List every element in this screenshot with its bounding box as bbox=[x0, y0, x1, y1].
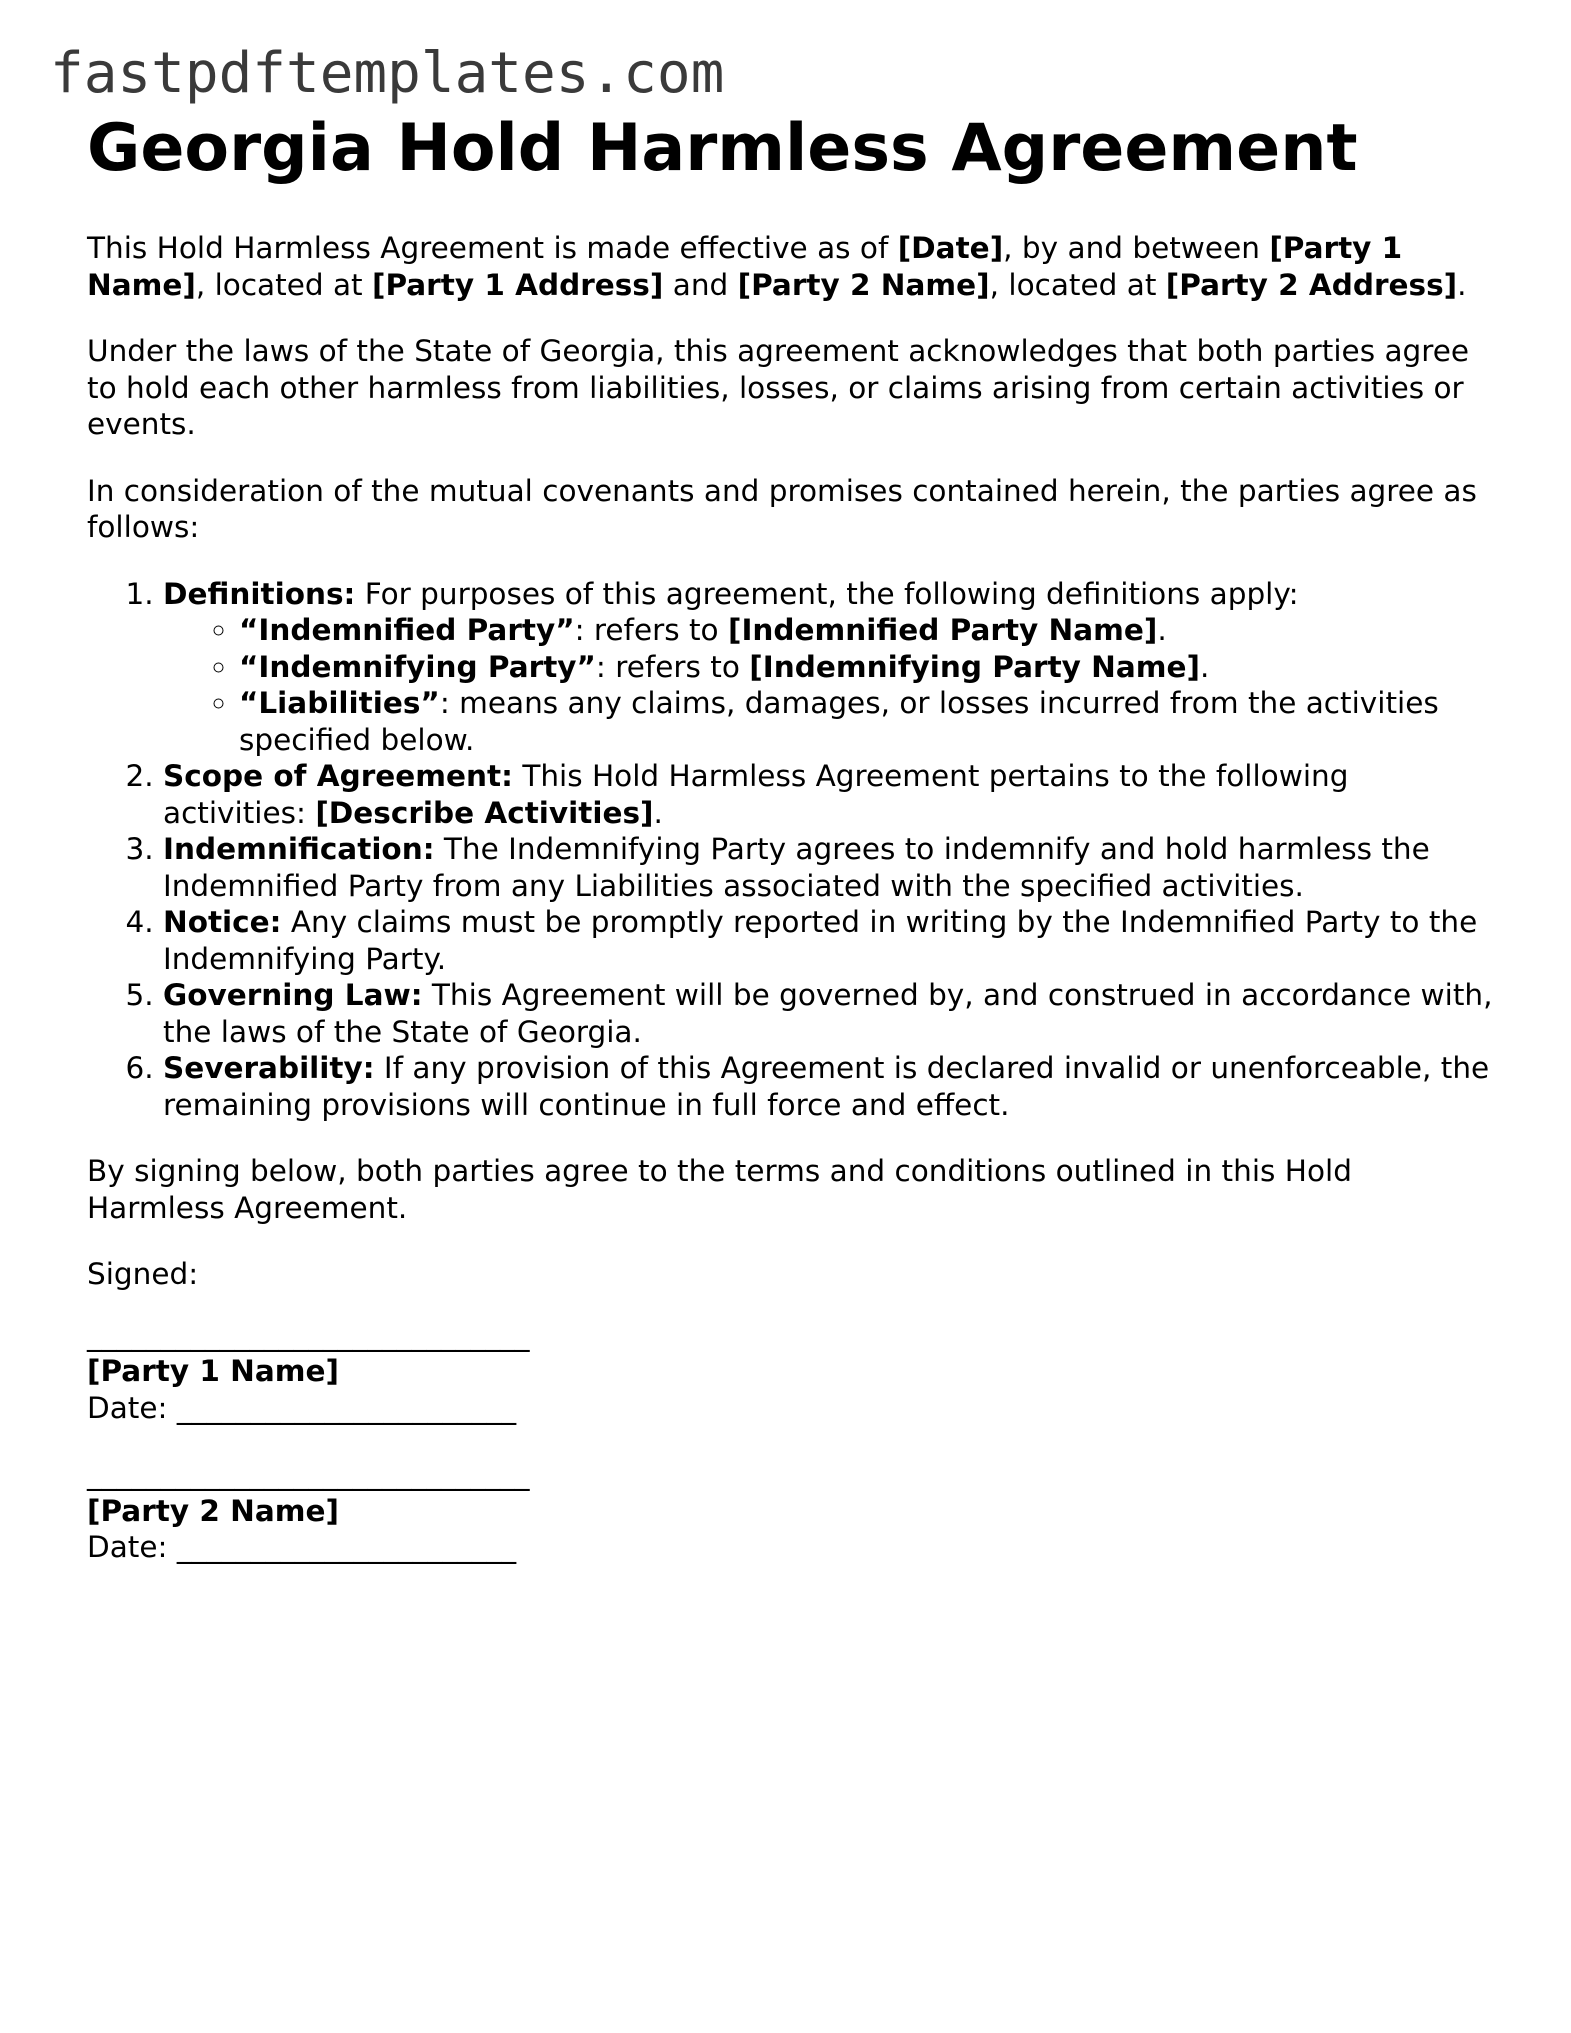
placeholder-party2-address: [Party 2 Address] bbox=[1165, 267, 1458, 302]
clause-heading: Notice: bbox=[163, 905, 282, 939]
document-title: Georgia Hold Harmless Agreement bbox=[87, 111, 1358, 186]
clause-heading: Definitions: bbox=[163, 576, 356, 611]
intro-text-1: This Hold Harmless Agreement is made effective as of bbox=[87, 231, 898, 265]
clause-text: This Hold Harmless Agreement pertains to the following activities: bbox=[163, 759, 1349, 830]
definition-item bbox=[239, 612, 1497, 649]
clause-heading: Governing Law: bbox=[163, 978, 423, 1012]
laws-paragraph: Under the laws of the State of Georgia, this agreement acknowledges that both parties agree to hold each other harmless from liabilities, losses, or claims arising from certain activities or events. bbox=[87, 334, 1470, 441]
signature-party-name: [Party 1 Name] bbox=[87, 1354, 339, 1388]
definition-post: . bbox=[1200, 649, 1210, 684]
definition-text: : means any claims, damages, or losses incurred from the activities specified below. bbox=[239, 686, 1439, 757]
signature-block-party1 bbox=[87, 1317, 1497, 1427]
placeholder-activities: [Describe Activities] bbox=[315, 795, 654, 830]
watermark-text: fastpdftemplates.com bbox=[50, 41, 725, 106]
placeholder-party1-name: [Party 1 Name] bbox=[87, 231, 1403, 302]
signature-line: ______________________________ bbox=[87, 1317, 530, 1352]
definition-text: : refers to bbox=[574, 613, 728, 647]
clause-heading: Indemnification: bbox=[163, 832, 435, 866]
definition-item bbox=[239, 685, 1497, 758]
clauses-list bbox=[87, 576, 1497, 1124]
clause-text: For purposes of this agreement, the following definitions apply: bbox=[355, 576, 1299, 611]
intro-text-4: and bbox=[663, 267, 738, 302]
signature-line: ______________________________ bbox=[87, 1457, 530, 1491]
consideration-paragraph: In consideration of the mutual covenants and promises contained herein, the parties agree as follows: bbox=[87, 473, 1477, 544]
clause-indemnification bbox=[163, 831, 1497, 904]
clause-governing-law bbox=[163, 977, 1497, 1050]
signing-paragraph: By signing below, both parties agree to the terms and conditions outlined in this Hold Harmless Agreement. bbox=[87, 1154, 1352, 1225]
clause-scope bbox=[163, 758, 1497, 831]
clause-notice bbox=[163, 904, 1497, 977]
signature-block-party2 bbox=[87, 1456, 1497, 1566]
definition-value: [Indemnifying Party Name] bbox=[749, 649, 1200, 684]
definition-post: . bbox=[1157, 613, 1167, 647]
definition-term: “Indemnifying Party” bbox=[239, 649, 596, 684]
date-line: _______________________ bbox=[176, 1530, 517, 1564]
clause-text: If any provision of this Agreement is declared invalid or unenforceable, the remaining provisions will continue in full force and effect. bbox=[163, 1051, 1490, 1122]
signature-date-row bbox=[87, 1529, 1497, 1566]
date-label: Date: bbox=[87, 1530, 177, 1564]
definition-text: : refers to bbox=[595, 649, 750, 684]
document-body bbox=[87, 112, 1497, 1596]
clause-heading: Scope of Agreement: bbox=[163, 759, 513, 793]
placeholder-party1-address: [Party 1 Address] bbox=[371, 267, 664, 302]
clause-heading: Severability: bbox=[163, 1051, 375, 1085]
date-label: Date: bbox=[87, 1390, 177, 1425]
intro-text-2: , by and between bbox=[1003, 231, 1270, 265]
clause-text: The Indemnifying Party agrees to indemnify and hold harmless the Indemnified Party from any Liabilities associated with the specified activities. bbox=[163, 832, 1430, 903]
definition-term: “Liabilities” bbox=[239, 686, 440, 720]
clause-text: This Agreement will be governed by, and construed in accordance with, the laws of the State of Georgia. bbox=[163, 978, 1493, 1049]
clause-definitions bbox=[163, 576, 1497, 759]
signature-name bbox=[87, 1353, 1497, 1390]
placeholder-party2-name: [Party 2 Name] bbox=[737, 267, 990, 302]
signature-name bbox=[87, 1493, 1497, 1530]
intro-text-3: , located at bbox=[195, 267, 372, 302]
intro-text-6: . bbox=[1457, 267, 1467, 302]
clause-text: Any claims must be promptly reported in writing by the Indemnified Party to the Indemnifying Party. bbox=[163, 905, 1478, 976]
intro-paragraph bbox=[87, 230, 1497, 303]
clause-post: . bbox=[653, 795, 663, 830]
definitions-list bbox=[163, 612, 1497, 758]
signature-date-row bbox=[87, 1390, 1497, 1427]
signature-party-name: [Party 2 Name] bbox=[87, 1493, 339, 1528]
date-line: _______________________ bbox=[176, 1390, 517, 1425]
placeholder-date: [Date] bbox=[897, 231, 1004, 265]
definition-value: [Indemnified Party Name] bbox=[727, 613, 1158, 647]
intro-text-5: , located at bbox=[989, 267, 1166, 302]
signed-label: Signed: bbox=[87, 1257, 199, 1291]
clause-severability bbox=[163, 1050, 1497, 1123]
definition-term: “Indemnified Party” bbox=[239, 613, 575, 647]
definition-item bbox=[239, 649, 1497, 686]
